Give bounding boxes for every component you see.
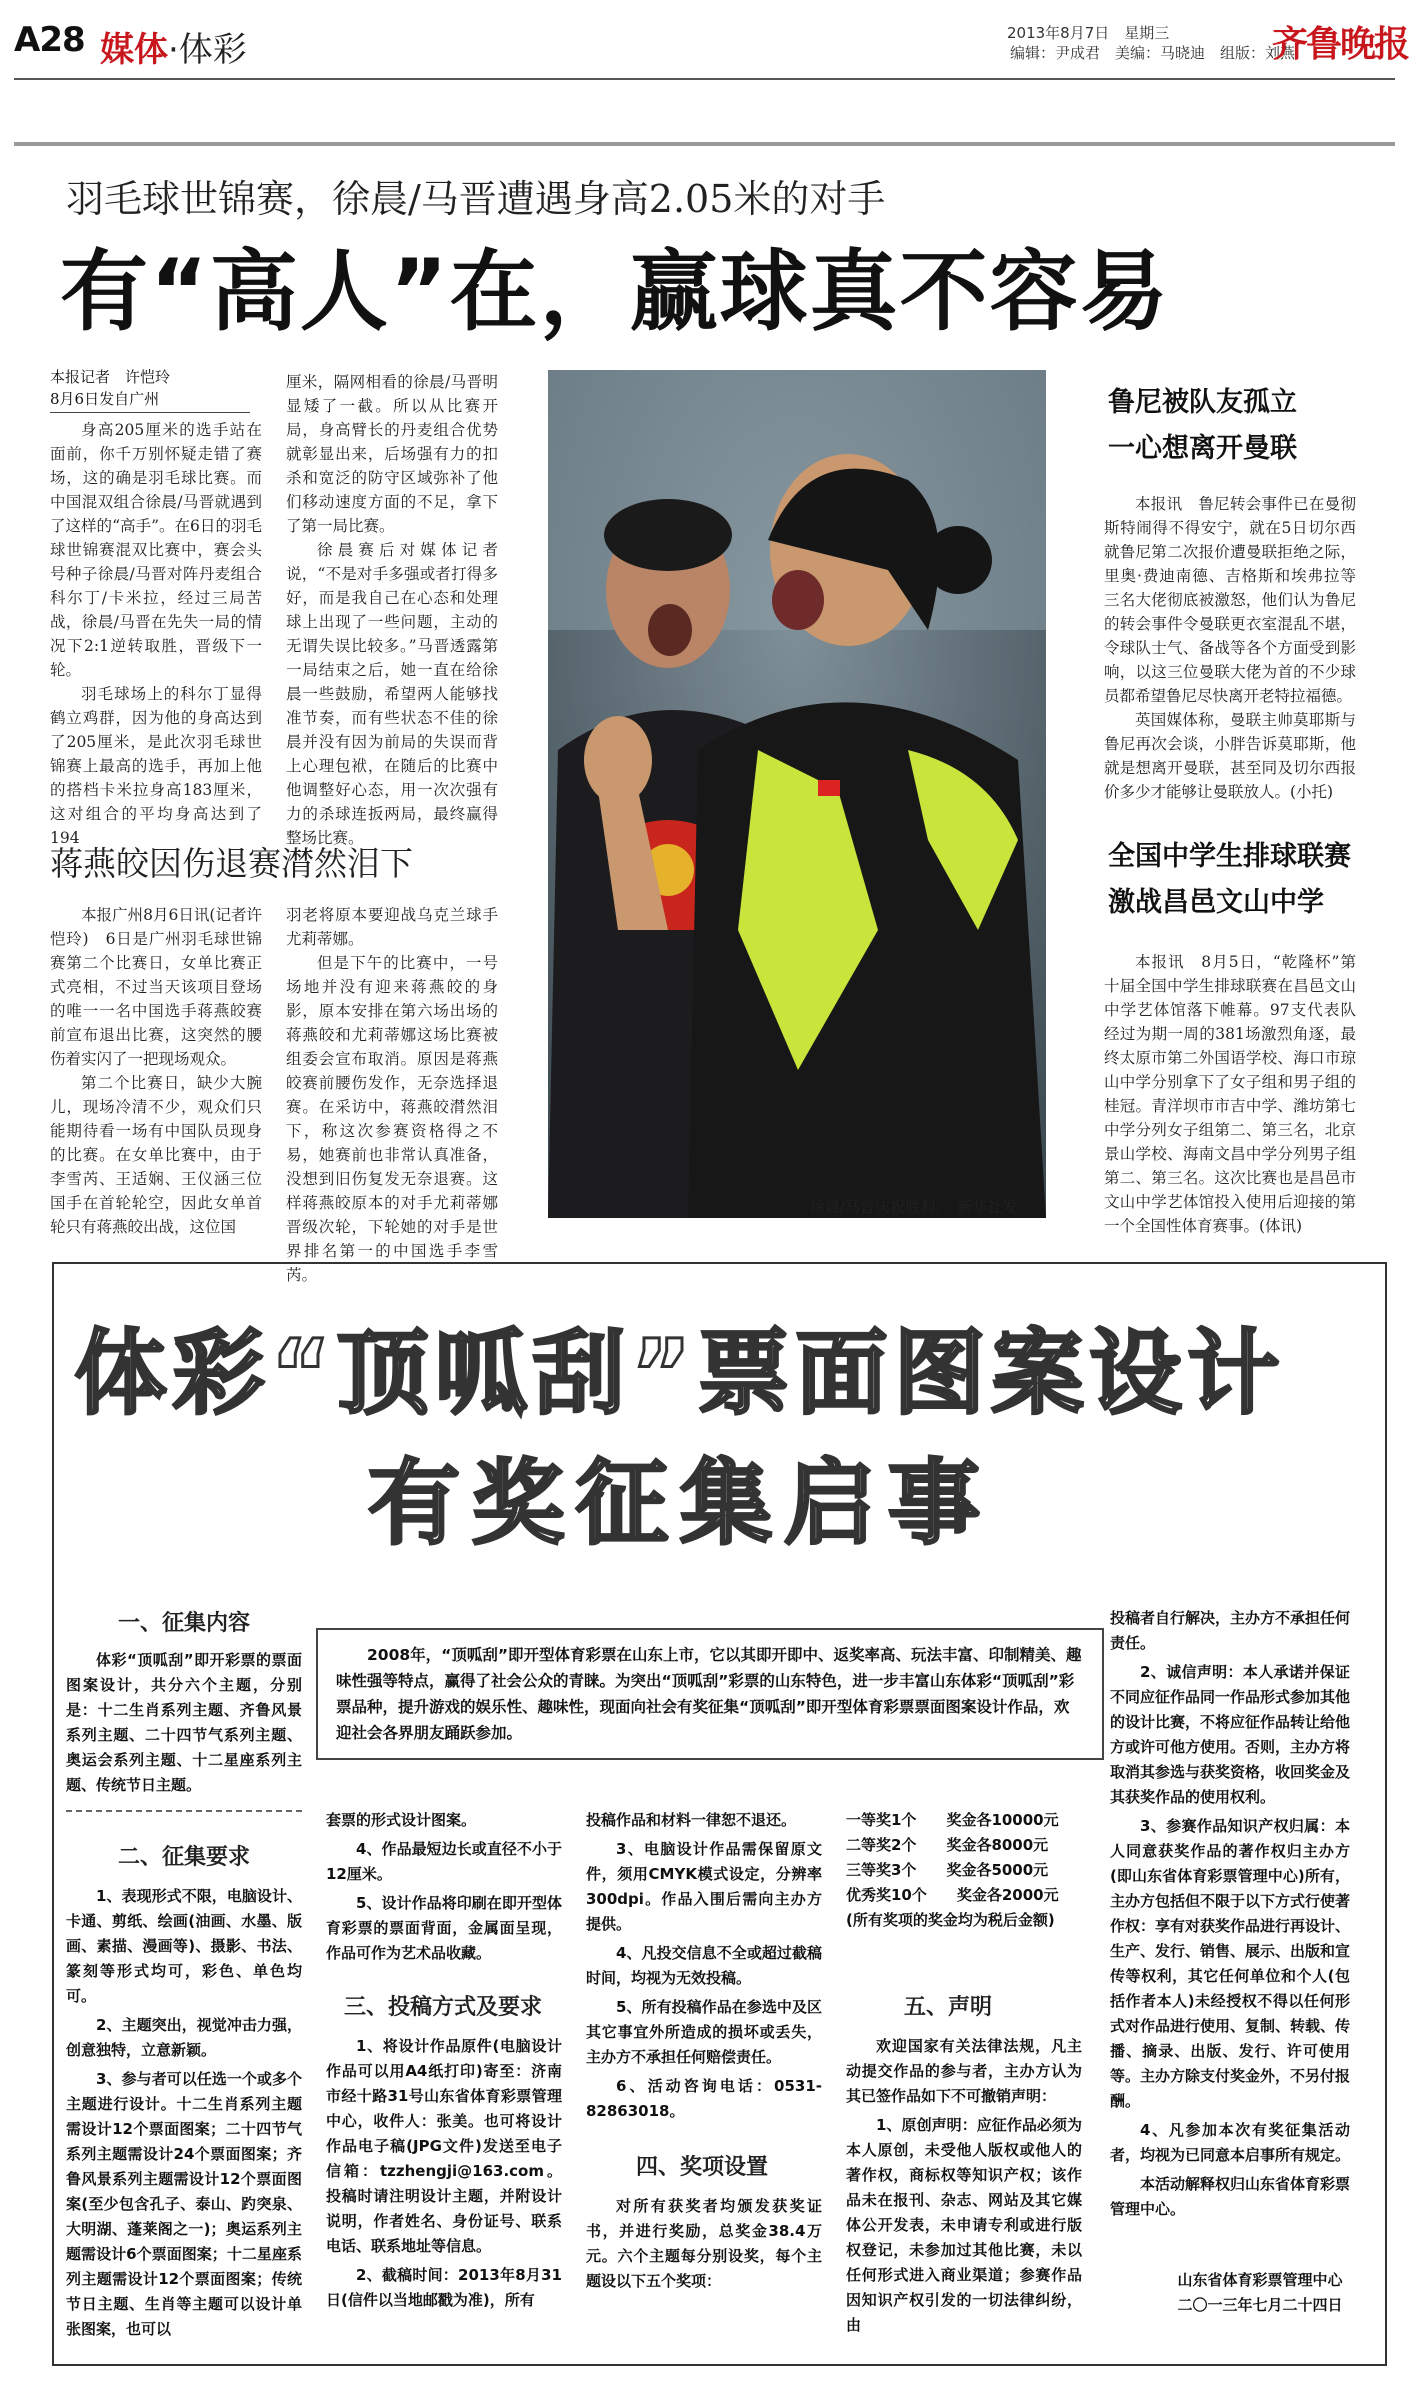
lottery-intro: 2008年，“顶呱刮”即开型体育彩票在山东上市，它以其即开即中、返奖率高、玩法丰富、印制精美、趣味性强等特点，赢得了社会公众的青睐。为突出“顶呱刮”彩票的山东特色，进一步丰富山东体彩“顶呱刮”彩票品种，提升游戏的娱乐性、趣味性，现面向社会有奖征集“顶呱刮”即开型体育彩票票面图案设计作品，欢迎社会各界朋友踊跃参加。 [316, 1628, 1104, 1760]
section-subtitle: ·体彩 [168, 30, 247, 70]
side2-title-line2: 激战昌邑文山中学 [1108, 887, 1324, 918]
section5-continued [1110, 1606, 1350, 2226]
page-number: A28 [14, 20, 85, 60]
signature [1150, 2268, 1370, 2318]
paragraph: 2、诚信声明：本人承诺并保证不同应征作品同一作品形式参加其他的设计比赛，不将应征作品转让给他方或许可他方使用。否则，主办方将取消其参选与获奖资格，收回奖金及其获奖作品的使用权利。 [1110, 1663, 1351, 1806]
section2-continued [326, 1808, 562, 1970]
section3-body [326, 2034, 562, 2317]
story2-title: 蒋燕皎因伤退赛潸然泪下 [50, 844, 413, 883]
story-headline: 有“高人”在，赢球真不容易 [60, 240, 1170, 343]
divider [66, 1810, 302, 1812]
paragraph: 2、主题突出，视觉冲击力强，创意独特，立意新颖。 [66, 2016, 302, 2059]
editors-line: 编辑：尹成君 美编：马晓迪 组版：刘燕 [1010, 44, 1296, 62]
side1-title-line2: 一心想离开曼联 [1108, 433, 1297, 464]
photo-caption: 徐晨/马晋庆祝胜利。 新华社发 [810, 1198, 1018, 1216]
paragraph: 5、所有投稿作品在参选中及区其它事宜外所造成的损坏或丢失，主办方不承担任何赔偿责任。 [586, 1998, 822, 2066]
side2-title [1108, 834, 1351, 926]
paragraph: 本报广州8月6日讯(记者许恺玲) 6日是广州羽毛球世锦赛第二个比赛日，女单比赛正式亮相，不过当天该项目登场的唯一一名中国选手蒋燕皎赛前宣布退出比赛，这突然的腰伤着实闪了一把现场观众。 [50, 906, 262, 1068]
paragraph: 但是下午的比赛中，一号场地并没有迎来蒋燕皎的身影，原本安排在第六场出场的蒋燕皎和尤莉蒂娜这场比赛被组委会宣布取消。原因是蒋燕皎赛前腰伤发作，无奈选择退赛。在采访中，蒋燕皎潸然泪下，称这次参赛资格得之不易，她赛前也非常认真准备，没想到旧伤复发无奈退赛。这样蒋燕皎原本的对手尤莉蒂娜晋级次轮，下轮她的对手是世界排名第一的中国选手李雪芮。 [286, 954, 498, 1284]
paragraph: 身高205厘米的选手站在面前，你千万别怀疑走错了赛场，这的确是羽毛球比赛。而中国混双组合徐晨/马晋就遇到了这样的“高手”。在6日的羽毛球世锦赛混双比赛中，赛会头号种子徐晨/马晋对阵丹麦组合科尔丁/卡米拉，经过三局苦战，徐晨/马晋在先失一局的情况下2:1逆转取胜，晋级下一轮。 [50, 421, 262, 679]
section1-title: 一、征集内容 [118, 1611, 251, 1636]
paragraph: 本报讯 鲁尼转会事件已在曼彻斯特闹得不得安宁，就在5日切尔西就鲁尼第二次报价遭曼联拒绝之际，里奥·费迪南德、吉格斯和埃弗拉等三名大佬彻底被激怒，他们认为鲁尼的转会事件令曼联更衣室混乱不堪，令球队士气、备战等各个方面受到影响，以这三位曼联大佬为首的不少球员都希望鲁尼尽快离开老特拉福德。 [1104, 495, 1356, 705]
paragraph: 套票的形式设计图案。 [326, 1811, 477, 1829]
section3-title: 三、投稿方式及要求 [344, 1995, 543, 2020]
side1-body [1104, 492, 1356, 804]
paragraph: 3、参赛作品知识产权归属：本人同意获奖作品的著作权归主办方(即山东省体育彩票管理中心)所有，主办方包括但不限于以下方式行使著作权：享有对获奖作品进行再设计、生产、发行、销售、展示、出版和宣传等权利，其它任何单位和个人(包括作者本人)未经授权不得以任何形式对作品进行使用、复制、转载、传播、摘录、出版、发行、许可使用等。主办方除支付奖金外，不另付报酬。 [1110, 1817, 1351, 2110]
prize-item: 二等奖2个 奖金各8000元 [846, 1836, 1049, 1854]
side1-title [1108, 380, 1297, 472]
paragraph: 体彩“顶呱刮”即开彩票的票面图案设计，共分六个主题，分别是：十二生肖系列主题、齐鲁风景系列主题、二十四节气系列主题、奥运会系列主题、十二星座系列主题、传统节日主题。 [66, 1651, 302, 1794]
section4-title: 四、奖项设置 [636, 2155, 769, 2180]
paragraph: 羽老将原本要迎战乌克兰球手尤莉蒂娜。 [286, 906, 498, 948]
paragraph: 1、原创声明：应征作品必须为本人原创，未受他人版权或他人的著作权，商标权等知识产权；该作品未在报刊、杂志、网站及其它媒体公开发表，未申请专利或进行版权登记，未参加过其他比赛，未以任何形式进入商业渠道；参赛作品因知识产权引发的一切法律纠纷，由 [846, 2116, 1082, 2334]
paragraph: 本报讯 8月5日，“乾隆杯”第十届全国中学生排球联赛在昌邑文山中学艺体馆落下帷幕。97支代表队经过为期一周的381场激烈角逐，最终太原市第二外国语学校、海口市琼山中学分别拿下了女子组和男子组的桂冠。青洋坝市市吉中学、潍坊第七中学分列女子组第二、第三名，北京景山学校、海南文昌中学分列男子组第二、第三名。这次比赛也是昌邑市文山中学艺体馆投入使用后迎接的第一个全国性体育赛事。(体讯) [1104, 953, 1356, 1235]
main-story-column-2 [286, 370, 498, 850]
headline-rule [14, 142, 1395, 146]
prize-item: 优秀奖10个 奖金各2000元 [846, 1886, 1059, 1904]
byline-dateline: 8月6日发自广州 [50, 390, 160, 408]
paragraph: 英国媒体称，曼联主帅莫耶斯与鲁尼再次会谈，小胖告诉莫耶斯，他就是想离开曼联，甚至同及切尔西报价多少才能够让曼联放人。(小托) [1104, 711, 1356, 801]
section2-body [66, 1884, 302, 2346]
prize-note: (所有奖项的奖金均为税后金额) [846, 1911, 1055, 1929]
paragraph: 4、凡投交信息不全或超过截稿时间，均视为无效投稿。 [586, 1944, 822, 1987]
paragraph: 徐晨赛后对媒体记者说，“不是对手多强或者打得多好，而是我自己在心态和处理球上出现了一些问题，主动的无谓失误比较多。”马晋透露第一局结束之后，她一直在给徐晨一些鼓励，希望两人能够找准节奏，而有些状态不佳的徐晨并没有因为前局的失误而背上心理包袱，在随后的比赛中他调整好心态，用一次次强有力的杀球连扳两局，最终赢得整场比赛。 [286, 541, 498, 847]
paragraph: 对所有获奖者均颁发获奖证书，并进行奖励，总奖金38.4万元。六个主题每分别设奖，每个主题设以下五个奖项： [586, 2197, 822, 2290]
newspaper-logo: 齐鲁晚报 [1272, 23, 1409, 65]
paragraph: 羽毛球场上的科尔丁显得鹤立鸡群，因为他的身高达到了205厘米，是此次羽毛球世锦赛上最高的选手，再加上他的搭档卡米拉身高183厘米，这对组合的平均身高达到了194 [50, 685, 262, 847]
lottery-subtitle: 有奖征集启事 [367, 1450, 992, 1557]
paragraph: 6、活动咨询电话：0531-82863018。 [586, 2077, 822, 2120]
paragraph: 投稿作品和材料一律恕不退还。 [586, 1811, 797, 1829]
paragraph: 欢迎国家有关法律法规，凡主动提交作品的参与者，主办方认为其已签作品如下不可撤销声明： [846, 2037, 1082, 2105]
section5-body [846, 2034, 1082, 2342]
byline [50, 366, 250, 413]
paragraph: 1、将设计作品原件(电脑设计作品可以用A4纸打印)寄至：济南市经十路31号山东省体育彩票管理中心，收件人：张美。也可将设计作品电子稿(JPG文件)发送至电子信箱：tzzhengji@163.com。投稿时请注明设计主题，并附设计说明，作者姓名、身份证号、联系电话、联系地址等信息。 [326, 2037, 562, 2255]
lottery-title: 体彩“顶呱刮”票面图案设计 [74, 1320, 1286, 1427]
section3-continued [586, 1808, 822, 2128]
paragraph: 2、截稿时间：2013年8月31日(信件以当地邮戳为准)，所有 [326, 2266, 562, 2309]
section-title: 媒体·体彩 [100, 30, 247, 70]
side1-title-line1: 鲁尼被队友孤立 [1108, 387, 1297, 418]
side2-body [1104, 950, 1356, 1238]
section2-title: 二、征集要求 [118, 1845, 251, 1870]
signature-org: 山东省体育彩票管理中心 [1177, 2271, 1343, 2289]
paragraph: 1、表现形式不限，电脑设计、卡通、剪纸、绘画(油画、水墨、版画、素描、漫画等)、摄影、书法、篆刻等形式均可，彩色、单色均可。 [66, 1887, 302, 2005]
paragraph: 4、凡参加本次有奖征集活动者，均视为已同意本启事所有规定。 [1110, 2121, 1351, 2164]
section1-body [66, 1648, 302, 1802]
story2-column-2 [286, 903, 498, 1287]
main-story-column-1 [50, 418, 262, 850]
paragraph: 4、作品最短边长或直径不小于12厘米。 [326, 1840, 562, 1883]
badminton-photo [548, 370, 1046, 1218]
paragraph: 3、电脑设计作品需保留原文件，须用CMYK模式设定，分辨率300dpi。作品入围后需向主办方提供。 [586, 1840, 822, 1933]
paragraph: 3、参与者可以任选一个或多个主题进行设计。十二生肖系列主题需设计12个票面图案；二十四节气系列主题需设计24个票面图案；齐鲁风景系列主题需设计12个票面图案(至少包含孔子、泰山、趵突泉、大明湖、蓬莱阁之一)；奥运系列主题需设计6个票面图案；十二星座系列主题需设计12个票面图案；传统节日主题、生肖等主题可以设计单张图案，也可以 [66, 2070, 302, 2338]
story2-column-1 [50, 903, 262, 1239]
issue-date: 2013年8月7日 星期三 [1007, 24, 1170, 42]
prize-list [846, 1808, 1082, 1933]
celebration-image [548, 370, 1046, 1218]
section4-body [586, 2194, 822, 2298]
section5-title: 五、声明 [904, 1995, 993, 2020]
header-rule [14, 78, 1395, 80]
paragraph: 5、设计作品将印刷在即开型体育彩票的票面背面，金属面呈现，作品可作为艺术品收藏。 [326, 1894, 562, 1962]
paragraph: 第二个比赛日，缺少大腕儿，现场冷清不少，观众们只能期待看一场有中国队员现身的比赛。在女单比赛中，由于李雪芮、王适娴、王仪涵三位国手在首轮轮空，因此女单首轮只有蒋燕皎出战，这位国 [50, 1074, 262, 1236]
paragraph: 厘米，隔网相看的徐晨/马晋明显矮了一截。所以从比赛开局，身高臂长的丹麦组合优势就彰显出来，后场强有力的扣杀和宽泛的防守区域弥补了他们移动速度方面的不足，拿下了第一局比赛。 [286, 373, 498, 535]
byline-reporter: 本报记者 许恺玲 [50, 368, 171, 386]
side2-title-line1: 全国中学生排球联赛 [1108, 841, 1351, 872]
paragraph: 本活动解释权归山东省体育彩票管理中心。 [1110, 2175, 1351, 2218]
prize-item: 一等奖1个 奖金各10000元 [846, 1811, 1059, 1829]
prize-item: 三等奖3个 奖金各5000元 [846, 1861, 1049, 1879]
story-subhead: 羽毛球世锦赛，徐晨/马晋遭遇身高2.05米的对手 [66, 177, 886, 221]
signature-date: 二〇一三年七月二十四日 [1177, 2296, 1343, 2314]
paragraph: 投稿者自行解决，主办方不承担任何责任。 [1110, 1609, 1351, 1652]
